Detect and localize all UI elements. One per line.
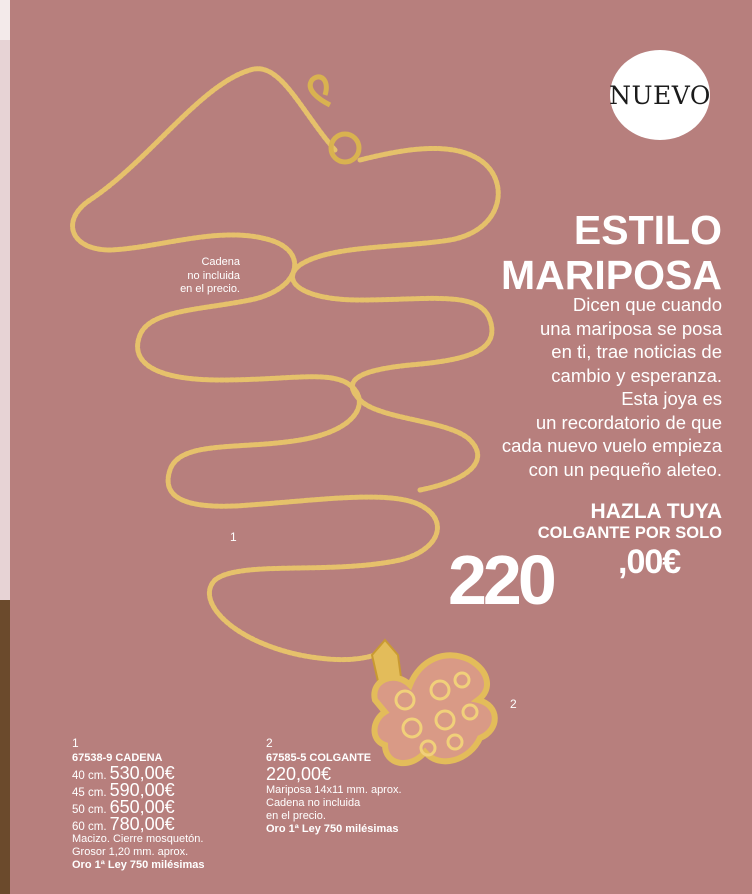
product-pendant-info	[266, 737, 402, 836]
new-badge: NUEVO	[610, 50, 710, 140]
price-value: 650,00€	[109, 797, 175, 817]
note-line: no incluida	[187, 269, 240, 282]
description-line: una mariposa se posa	[539, 317, 722, 339]
description-text	[422, 293, 722, 481]
pendant-number-label: 2	[510, 697, 517, 711]
description-line: con un pequeño aleteo.	[528, 458, 722, 480]
product-detail: Mariposa 14x11 mm. aprox.	[266, 784, 402, 796]
note-line: Cadena	[201, 256, 240, 268]
featured-price-decimal: ,00€	[618, 543, 681, 581]
featured-price-integer: 220	[448, 541, 553, 619]
product-index: 1	[72, 736, 79, 750]
headline-line1: ESTILO	[573, 207, 722, 253]
description-line: en ti, trae noticias de	[551, 341, 722, 362]
product-detail: Grosor 1,20 mm. aprox.	[72, 846, 189, 858]
price-row	[72, 816, 204, 833]
product-metal: Oro 1ª Ley 750 milésimas	[72, 859, 205, 871]
product-code: 67538-9 CADENA	[72, 752, 163, 764]
product-price: 220,00€	[266, 764, 332, 784]
cta-subheading: COLGANTE POR SOLO	[537, 524, 722, 542]
product-metal: Oro 1ª Ley 750 milésimas	[266, 823, 399, 835]
chain-not-included-note	[130, 256, 240, 297]
chain-strand	[73, 69, 438, 660]
price-size: 60 cm.	[72, 821, 107, 833]
featured-price	[448, 540, 738, 620]
price-value: 530,00€	[109, 763, 175, 783]
product-detail: Macizo. Cierre mosquetón.	[72, 833, 204, 845]
note-line: en el precio.	[180, 283, 240, 295]
product-chain-info	[72, 737, 204, 872]
product-index: 2	[266, 736, 273, 750]
cta-heading: HAZLA TUYA	[590, 500, 722, 523]
description-line: Esta joya es	[621, 388, 722, 409]
product-detail: en el precio.	[266, 810, 326, 822]
product-detail: Cadena no incluida	[266, 797, 361, 809]
description-line: un recordatorio de que	[535, 411, 722, 433]
chain-number-label: 1	[230, 530, 237, 544]
description-line: Dicen que cuando	[572, 294, 722, 315]
description-line: cambio y esperanza.	[551, 364, 722, 386]
product-code: 67585-5 COLGANTE	[266, 752, 372, 764]
price-value: 780,00€	[109, 814, 175, 834]
price-size: 50 cm.	[72, 804, 107, 816]
price-size: 40 cm.	[72, 770, 107, 782]
price-value: 590,00€	[109, 780, 175, 800]
headline-line2: MARIPOSA	[501, 252, 722, 298]
price-size: 45 cm.	[72, 787, 107, 799]
description-line: cada nuevo vuelo empieza	[501, 435, 722, 456]
